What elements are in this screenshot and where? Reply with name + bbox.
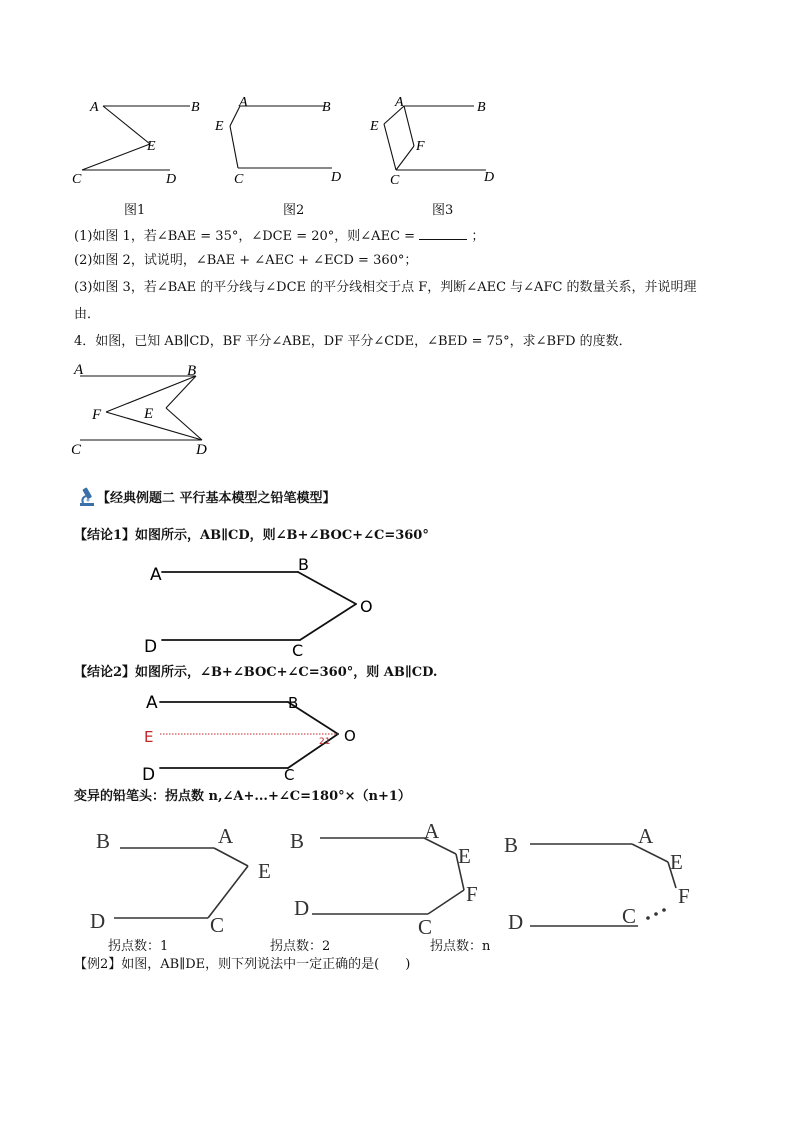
- fig1-caption: 图1: [124, 203, 146, 218]
- variant1-label-b: B: [96, 829, 111, 853]
- fig3-label-d: D: [484, 170, 495, 185]
- figure-5: [140, 556, 380, 660]
- variant2-label-f: F: [466, 882, 478, 906]
- fig6-label-b: B: [288, 694, 299, 712]
- variant3-label-c: C: [622, 904, 637, 928]
- fig2-label-c: C: [234, 172, 244, 187]
- fig1-label-d: D: [166, 172, 177, 187]
- variant1-label-e: E: [258, 859, 271, 883]
- fig3-label-c: C: [390, 173, 400, 188]
- fig4-label-c: C: [71, 442, 82, 458]
- fig2-caption: 图2: [283, 203, 305, 218]
- fig6-label-a: A: [146, 693, 158, 713]
- question-1-text: (1)如图 1，若∠BAE = 35°，∠DCE = 20°，则∠AEC =: [74, 229, 416, 244]
- variant2-label-c: C: [418, 915, 433, 938]
- fig1-label-a: A: [90, 100, 99, 115]
- fig5-label-b: B: [298, 556, 309, 574]
- fig4-label-b: B: [187, 363, 197, 379]
- variant-caption-1: 拐点数：1: [108, 939, 169, 954]
- question-1-end: ；: [471, 229, 485, 244]
- fig2-label-d: D: [331, 170, 342, 185]
- variant3-label-d: D: [508, 910, 524, 934]
- fig3-label-b: B: [477, 100, 486, 115]
- example-2: [74, 956, 410, 974]
- figure-6: [138, 688, 378, 788]
- figure-3: [366, 92, 506, 192]
- fig3-label-f: F: [416, 139, 425, 154]
- variant-figure-3: [500, 814, 710, 938]
- variant2-label-e: E: [458, 844, 471, 868]
- example-2-text: 【例2】如图，AB∥DE，则下列说法中一定正确的是( ): [74, 957, 411, 972]
- fig5-label-a: A: [150, 565, 162, 585]
- question-1: [74, 227, 484, 246]
- fig5-label-c: C: [292, 641, 304, 660]
- fig2-label-b: B: [322, 100, 331, 115]
- variant3-label-a: A: [638, 824, 654, 848]
- fig6-label-d: D: [142, 765, 156, 785]
- question-2: (2)如图 2，试说明，∠BAE + ∠AEC + ∠ECD = 360°；: [74, 253, 418, 268]
- variant-title: 变异的铅笔头：拐点数 n,∠A+...+∠C=180°×（n+1）: [74, 789, 411, 804]
- variant3-label-e: E: [670, 850, 683, 874]
- figure-2: [212, 92, 352, 192]
- fig1-label-c: C: [72, 172, 82, 187]
- fig4-label-f: F: [92, 407, 102, 423]
- fig4-label-a: A: [74, 362, 84, 378]
- fig1-label-b: B: [191, 100, 200, 115]
- fig4-label-e: E: [144, 406, 154, 422]
- variant-caption-2: 拐点数：2: [270, 939, 331, 954]
- fig3-caption: 图3: [432, 203, 454, 218]
- variant-figure-1: [86, 814, 286, 938]
- fig6-angle-marks: 21: [319, 737, 331, 747]
- conclusion-1: 【结论1】如图所示，AB∥CD，则∠B+∠BOC+∠C=360°: [74, 528, 429, 543]
- variant-caption-3: 拐点数：n: [430, 939, 491, 954]
- fig2-label-e: E: [215, 119, 224, 134]
- fig6-label-o: O: [344, 727, 356, 745]
- section-title: 【经典例题二 平行基本模型之铅笔模型】: [97, 491, 336, 506]
- question-3-line1: (3)如图 3，若∠BAE 的平分线与∠DCE 的平分线相交于点 F，判断∠AEC 与∠AFC 的数量关系，并说明理: [74, 280, 697, 295]
- variant2-label-d: D: [294, 896, 310, 920]
- variant-figure-2: [286, 814, 496, 938]
- ellipsis-dots: [646, 908, 666, 920]
- answer-blank: [419, 227, 467, 240]
- fig2-label-a: A: [239, 95, 248, 110]
- fig3-label-e: E: [370, 119, 379, 134]
- variant3-label-b: B: [504, 833, 519, 857]
- figure-4: [68, 358, 228, 458]
- fig6-label-e: E: [144, 728, 154, 746]
- conclusion-2: 【结论2】如图所示，∠B+∠BOC+∠C=360°，则 AB∥CD.: [74, 665, 438, 680]
- fig5-label-o: O: [360, 597, 373, 616]
- variant1-label-d: D: [90, 909, 106, 933]
- fig6-label-c: C: [284, 766, 295, 784]
- variant2-label-a: A: [424, 819, 440, 843]
- variant1-label-a: A: [218, 824, 234, 848]
- variant1-label-c: C: [210, 913, 225, 937]
- question-3-line2: 由．: [74, 307, 101, 322]
- fig5-label-d: D: [144, 637, 158, 657]
- fig1-label-e: E: [147, 139, 156, 154]
- question-4: 4．如图，已知 AB∥CD，BF 平分∠ABE，DF 平分∠CDE，∠BED = 75°，求∠BFD 的度数．: [74, 334, 632, 349]
- figure-1: [70, 92, 210, 192]
- fig4-label-d: D: [196, 442, 207, 458]
- variant3-label-f: F: [678, 884, 690, 908]
- variant2-label-b: B: [290, 829, 305, 853]
- fig3-label-a: A: [395, 95, 404, 110]
- microscope-icon: [76, 486, 98, 508]
